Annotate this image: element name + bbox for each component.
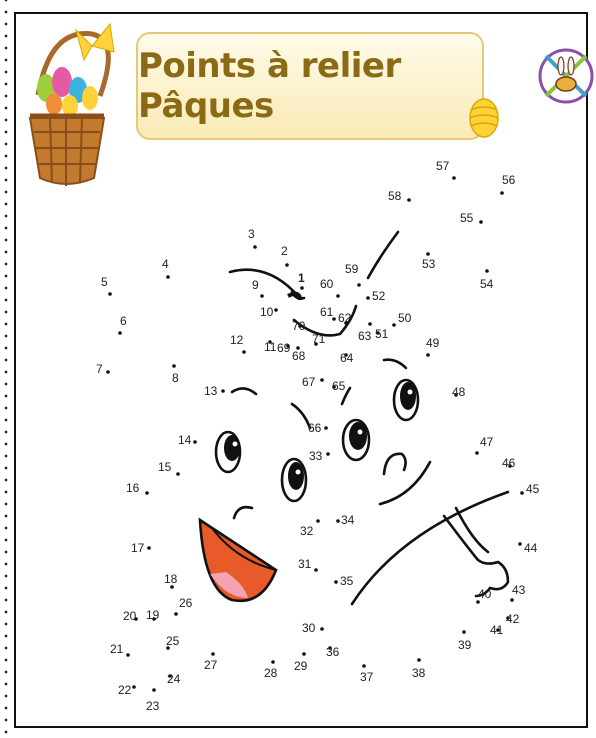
dot-9 <box>260 294 264 298</box>
dot-label-39: 39 <box>458 638 472 652</box>
dot-label-53: 53 <box>422 257 436 271</box>
dot-label-47: 47 <box>480 435 494 449</box>
dot-58 <box>407 198 411 202</box>
dot-label-45: 45 <box>526 482 540 496</box>
dot-17 <box>147 546 151 550</box>
dot-label-6: 6 <box>120 314 127 328</box>
dot-label-57: 57 <box>436 159 450 173</box>
dot-label-18: 18 <box>164 572 178 586</box>
dot-4 <box>166 275 170 279</box>
dot-32 <box>316 519 320 523</box>
dot-label-58: 58 <box>388 189 402 203</box>
dot-22 <box>132 685 136 689</box>
dot-7 <box>106 370 110 374</box>
dot-label-7: 7 <box>96 362 103 376</box>
dot-30 <box>320 627 324 631</box>
dot-27 <box>211 652 215 656</box>
dot-label-61: 61 <box>320 305 334 319</box>
dot-label-55: 55 <box>460 211 474 225</box>
dot-35 <box>334 580 338 584</box>
dot-label-28: 28 <box>264 666 278 680</box>
dot-label-29: 29 <box>294 659 308 673</box>
dot-label-44: 44 <box>524 541 538 555</box>
dot-43 <box>510 598 514 602</box>
dot-33 <box>326 452 330 456</box>
dot-label-40: 40 <box>478 587 492 601</box>
dot-56 <box>500 191 504 195</box>
dot-49 <box>426 353 430 357</box>
dot-28 <box>271 660 275 664</box>
dot-15 <box>176 472 180 476</box>
dot-57 <box>452 176 456 180</box>
dot-label-50: 50 <box>398 311 412 325</box>
dot-label-1: 1 <box>298 271 305 285</box>
dot-label-42: 42 <box>506 612 520 626</box>
dot-label-35: 35 <box>340 574 354 588</box>
dot-label-8: 8 <box>172 371 179 385</box>
dot-52 <box>366 296 370 300</box>
dot-38 <box>417 658 421 662</box>
dot-8 <box>172 364 176 368</box>
dot-3 <box>253 245 257 249</box>
dot-53 <box>426 252 430 256</box>
dot-label-46: 46 <box>502 456 516 470</box>
dot-label-48: 48 <box>452 385 466 399</box>
dot-label-59: 59 <box>345 262 359 276</box>
dot-label-26: 26 <box>179 596 193 610</box>
dot-label-5: 5 <box>101 275 108 289</box>
dot-label-64: 64 <box>340 351 354 365</box>
dot-63 <box>368 322 372 326</box>
dot-label-14: 14 <box>178 433 192 447</box>
dot-29 <box>302 652 306 656</box>
dot-55 <box>479 220 483 224</box>
dot-5 <box>108 292 112 296</box>
dot-label-63: 63 <box>358 329 372 343</box>
dot-label-34: 34 <box>341 513 355 527</box>
dot-label-10: 10 <box>260 305 274 319</box>
dot-54 <box>485 269 489 273</box>
dot-label-43: 43 <box>512 583 526 597</box>
dot-label-68: 68 <box>292 349 306 363</box>
dot-label-32: 32 <box>300 524 314 538</box>
dot-label-51: 51 <box>375 327 389 341</box>
dot-label-12: 12 <box>230 333 244 347</box>
dot-label-41: 41 <box>490 623 504 637</box>
dot-10 <box>274 308 278 312</box>
dot-12 <box>242 350 246 354</box>
dot-23 <box>152 688 156 692</box>
dot-label-33: 33 <box>309 449 323 463</box>
dot-label-11: 11 <box>264 340 277 354</box>
dot-label-22: 22 <box>118 683 132 697</box>
dot-label-52: 52 <box>372 289 386 303</box>
dot-label-67: 67 <box>302 375 316 389</box>
dot-39 <box>462 630 466 634</box>
dot-67 <box>320 378 324 382</box>
dot-60 <box>336 294 340 298</box>
dot-label-60: 60 <box>320 277 334 291</box>
dot-13 <box>221 389 225 393</box>
dot-label-30: 30 <box>302 621 316 635</box>
dot-label-36: 36 <box>326 645 340 659</box>
dot-label-66: 66 <box>308 421 322 435</box>
dot-6 <box>118 331 122 335</box>
dot-50 <box>392 323 396 327</box>
dot-31 <box>314 568 318 572</box>
dot-2 <box>285 263 289 267</box>
dot-label-9: 9 <box>252 278 259 292</box>
dot-26 <box>174 612 178 616</box>
dot-label-24: 24 <box>167 672 181 686</box>
dot-66 <box>324 426 328 430</box>
dot-label-15: 15 <box>158 460 172 474</box>
dot-label-3: 3 <box>248 227 255 241</box>
dot-47 <box>475 451 479 455</box>
dot-37 <box>362 664 366 668</box>
dot-label-20: 20 <box>123 609 137 623</box>
page-title: Points à relier Pâques <box>138 46 401 126</box>
dot-label-38: 38 <box>412 666 426 680</box>
dot-label-49: 49 <box>426 336 440 350</box>
dot-label-56: 56 <box>502 173 516 187</box>
dot-21 <box>126 653 130 657</box>
dot-label-21: 21 <box>110 642 124 656</box>
dot-label-2: 2 <box>281 244 288 258</box>
dot-label-13: 13 <box>204 384 218 398</box>
dot-14 <box>193 440 197 444</box>
dot-label-31: 31 <box>298 557 312 571</box>
dot-44 <box>518 542 522 546</box>
dot-label-19: 19 <box>146 608 160 622</box>
dot-label-62: 62 <box>338 311 352 325</box>
dot-label-54: 54 <box>480 277 494 291</box>
dot-label-4: 4 <box>162 257 169 271</box>
dot-45 <box>520 491 524 495</box>
dot-label-70: 70 <box>292 319 306 333</box>
dot-label-37: 37 <box>360 670 374 684</box>
dot-16 <box>145 491 149 495</box>
dot-59 <box>357 283 361 287</box>
dot-label-27: 27 <box>204 658 218 672</box>
dot-label-25: 25 <box>166 634 180 648</box>
dot-label-16: 16 <box>126 481 140 495</box>
dot-label-17: 17 <box>131 541 145 555</box>
dot-label-65: 65 <box>332 379 346 393</box>
dot-34 <box>336 519 340 523</box>
dot-1 <box>300 286 304 290</box>
dot-label-23: 23 <box>146 699 160 713</box>
dot-label-71: 71 <box>312 332 326 346</box>
dot-label-69: 69 <box>277 341 291 355</box>
